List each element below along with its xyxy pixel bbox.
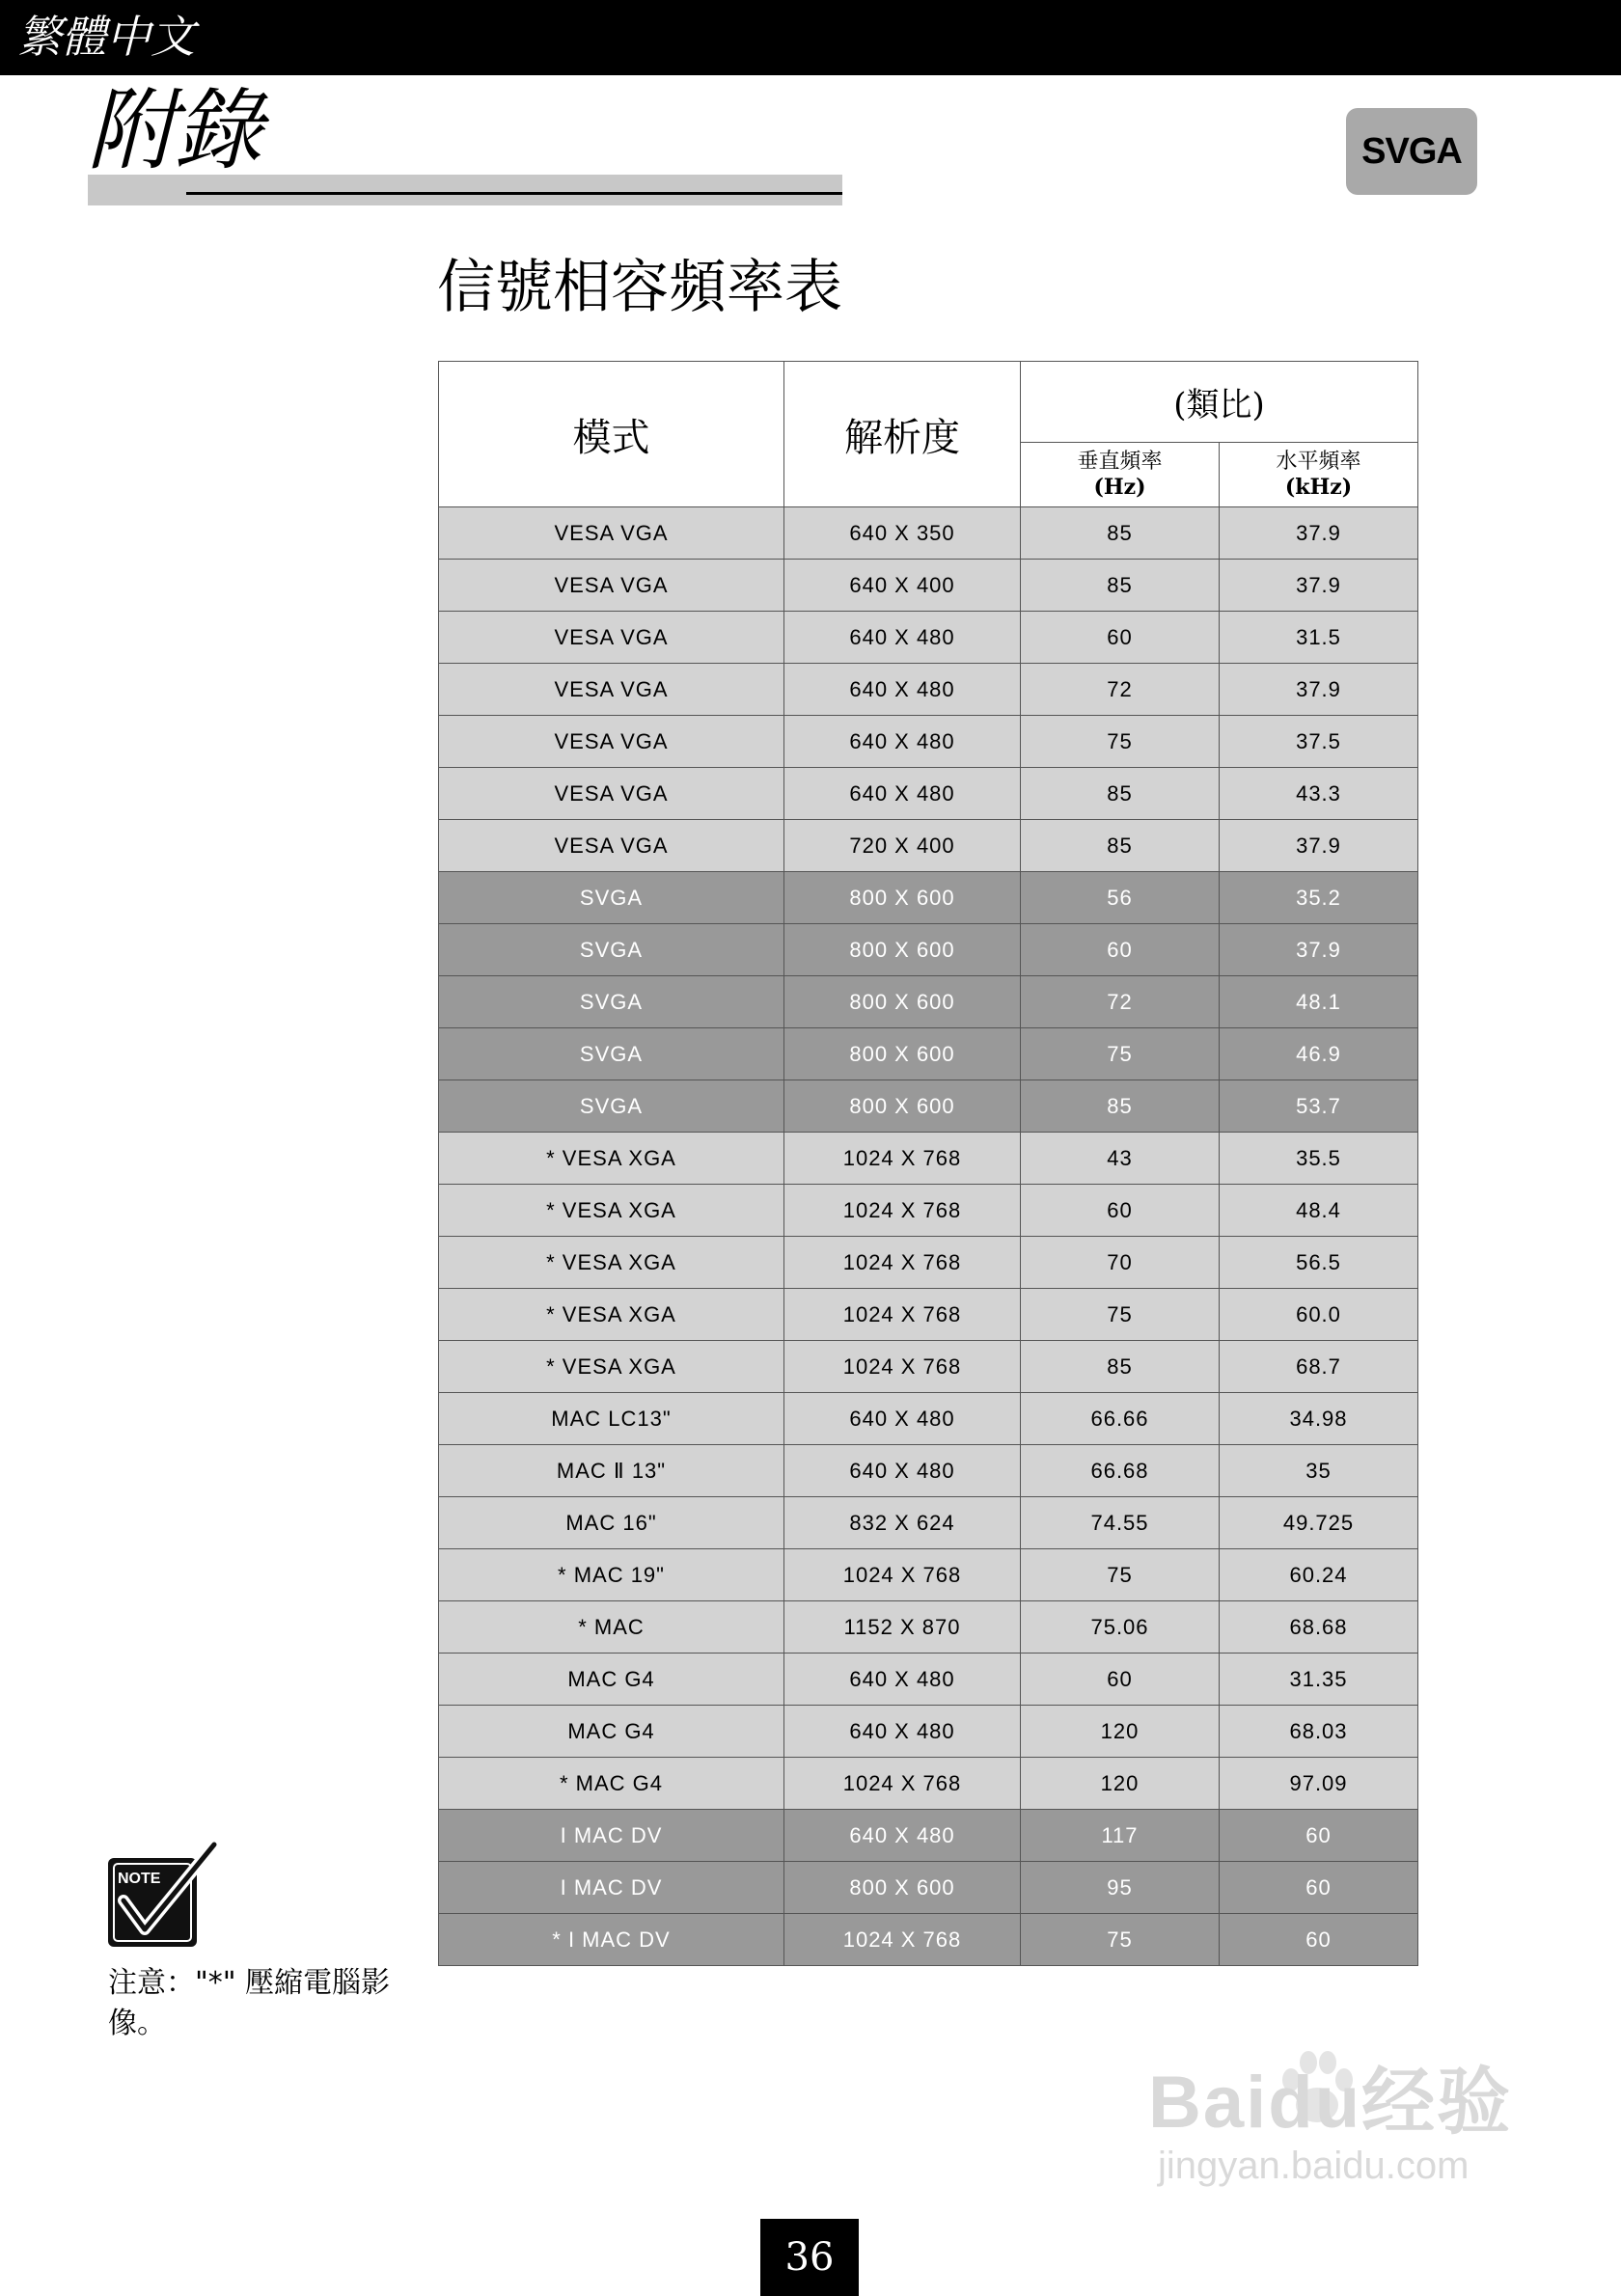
cell-resolution: 800 X 600 [784, 924, 1021, 976]
top-header-bar [0, 0, 1621, 75]
cell-resolution: 1024 X 768 [784, 1289, 1021, 1341]
table-row [439, 872, 1418, 924]
cell-resolution: 640 X 480 [784, 1654, 1021, 1706]
cell-mode: * I MAC DV [439, 1914, 784, 1966]
header-vertical-unit: (Hz) [1093, 474, 1146, 500]
table-row [439, 716, 1418, 768]
note-text: 注意："*" 壓縮電腦影像。 [108, 1966, 391, 2040]
cell-vertical-frequency: 117 [1021, 1810, 1220, 1862]
cell-resolution: 832 X 624 [784, 1497, 1021, 1549]
table-row [439, 1601, 1418, 1654]
svga-badge: SVGA [1346, 108, 1477, 195]
cell-horizontal-frequency: 60 [1220, 1914, 1418, 1966]
cell-mode: * VESA XGA [439, 1289, 784, 1341]
cell-horizontal-frequency: 46.9 [1220, 1028, 1418, 1080]
cell-horizontal-frequency: 31.35 [1220, 1654, 1418, 1706]
svg-text:NOTE: NOTE [118, 1871, 161, 1887]
table-row [439, 1185, 1418, 1237]
table-row [439, 1341, 1418, 1393]
header-resolution: 解析度 [784, 362, 1021, 507]
section-title: 附錄 [87, 79, 261, 182]
table-row [439, 1289, 1418, 1341]
cell-horizontal-frequency: 60 [1220, 1810, 1418, 1862]
cell-horizontal-frequency: 68.03 [1220, 1706, 1418, 1758]
cell-vertical-frequency: 85 [1021, 1080, 1220, 1133]
header-horizontal-unit: (kHz) [1284, 474, 1353, 500]
cell-vertical-frequency: 85 [1021, 768, 1220, 820]
cell-horizontal-frequency: 53.7 [1220, 1080, 1418, 1133]
cell-resolution: 1024 X 768 [784, 1914, 1021, 1966]
cell-resolution: 720 X 400 [784, 820, 1021, 872]
table-row [439, 1497, 1418, 1549]
cell-vertical-frequency: 75.06 [1021, 1601, 1220, 1654]
cell-resolution: 800 X 600 [784, 872, 1021, 924]
cell-mode: * VESA XGA [439, 1341, 784, 1393]
cell-resolution: 640 X 480 [784, 1810, 1021, 1862]
cell-mode: MAC G4 [439, 1706, 784, 1758]
cell-mode: SVGA [439, 1080, 784, 1133]
cell-mode: VESA VGA [439, 560, 784, 612]
cell-resolution: 800 X 600 [784, 1080, 1021, 1133]
table-row [439, 507, 1418, 560]
cell-vertical-frequency: 60 [1021, 612, 1220, 664]
cell-vertical-frequency: 60 [1021, 1654, 1220, 1706]
cell-resolution: 640 X 400 [784, 560, 1021, 612]
table-row [439, 1237, 1418, 1289]
cell-horizontal-frequency: 60 [1220, 1862, 1418, 1914]
cell-horizontal-frequency: 37.9 [1220, 924, 1418, 976]
cell-vertical-frequency: 43 [1021, 1133, 1220, 1185]
cell-horizontal-frequency: 43.3 [1220, 768, 1418, 820]
cell-resolution: 1024 X 768 [784, 1341, 1021, 1393]
table-row [439, 768, 1418, 820]
cell-horizontal-frequency: 37.5 [1220, 716, 1418, 768]
table-row [439, 1133, 1418, 1185]
cell-horizontal-frequency: 68.7 [1220, 1341, 1418, 1393]
cell-mode: SVGA [439, 976, 784, 1028]
table-row [439, 1028, 1418, 1080]
cell-horizontal-frequency: 60.24 [1220, 1549, 1418, 1601]
cell-mode: VESA VGA [439, 612, 784, 664]
cell-vertical-frequency: 75 [1021, 716, 1220, 768]
cell-mode: MAC G4 [439, 1654, 784, 1706]
cell-mode: * MAC [439, 1601, 784, 1654]
table-row [439, 560, 1418, 612]
cell-resolution: 640 X 480 [784, 612, 1021, 664]
cell-horizontal-frequency: 97.09 [1220, 1758, 1418, 1810]
watermark-logo: Baidu经验 [1148, 2062, 1513, 2144]
cell-mode: VESA VGA [439, 507, 784, 560]
cell-mode: VESA VGA [439, 768, 784, 820]
cell-mode: * MAC G4 [439, 1758, 784, 1810]
table-row [439, 924, 1418, 976]
cell-resolution: 1024 X 768 [784, 1758, 1021, 1810]
page-number: 36 [760, 2219, 859, 2296]
cell-vertical-frequency: 120 [1021, 1706, 1220, 1758]
cell-vertical-frequency: 120 [1021, 1758, 1220, 1810]
language-label: 繁體中文 [17, 11, 195, 63]
table-row [439, 1654, 1418, 1706]
cell-resolution: 1024 X 768 [784, 1133, 1021, 1185]
cell-horizontal-frequency: 68.68 [1220, 1601, 1418, 1654]
cell-mode: * VESA XGA [439, 1185, 784, 1237]
table-row [439, 1549, 1418, 1601]
cell-horizontal-frequency: 37.9 [1220, 560, 1418, 612]
cell-vertical-frequency: 70 [1021, 1237, 1220, 1289]
table-row [439, 1080, 1418, 1133]
cell-vertical-frequency: 75 [1021, 1549, 1220, 1601]
cell-vertical-frequency: 95 [1021, 1862, 1220, 1914]
cell-resolution: 640 X 480 [784, 1393, 1021, 1445]
cell-mode: I MAC DV [439, 1810, 784, 1862]
table-row [439, 976, 1418, 1028]
cell-mode: SVGA [439, 1028, 784, 1080]
header-horizontal-frequency [1220, 442, 1418, 506]
cell-vertical-frequency: 60 [1021, 1185, 1220, 1237]
header-horizontal-label: 水平頻率 [1276, 449, 1361, 474]
table-row [439, 1706, 1418, 1758]
cell-resolution: 640 X 480 [784, 664, 1021, 716]
cell-horizontal-frequency: 48.1 [1220, 976, 1418, 1028]
cell-horizontal-frequency: 60.0 [1220, 1289, 1418, 1341]
cell-horizontal-frequency: 48.4 [1220, 1185, 1418, 1237]
cell-mode: * VESA XGA [439, 1237, 784, 1289]
table-row [439, 1393, 1418, 1445]
note-icon [106, 1841, 222, 1949]
cell-vertical-frequency: 72 [1021, 664, 1220, 716]
cell-horizontal-frequency: 37.9 [1220, 507, 1418, 560]
header-vertical-label: 垂直頻率 [1077, 449, 1163, 474]
cell-resolution: 800 X 600 [784, 976, 1021, 1028]
cell-resolution: 1024 X 768 [784, 1549, 1021, 1601]
cell-mode: MAC 16" [439, 1497, 784, 1549]
cell-horizontal-frequency: 35 [1220, 1445, 1418, 1497]
cell-horizontal-frequency: 56.5 [1220, 1237, 1418, 1289]
watermark [1148, 2064, 1512, 2190]
cell-mode: SVGA [439, 924, 784, 976]
cell-vertical-frequency: 74.55 [1021, 1497, 1220, 1549]
cell-vertical-frequency: 75 [1021, 1028, 1220, 1080]
cell-mode: VESA VGA [439, 716, 784, 768]
watermark-url: jingyan.baidu.com [1158, 2145, 1470, 2187]
cell-horizontal-frequency: 49.725 [1220, 1497, 1418, 1549]
cell-vertical-frequency: 85 [1021, 820, 1220, 872]
cell-resolution: 800 X 600 [784, 1862, 1021, 1914]
table-row [439, 1758, 1418, 1810]
cell-horizontal-frequency: 35.5 [1220, 1133, 1418, 1185]
table-row [439, 1445, 1418, 1497]
cell-resolution: 1024 X 768 [784, 1237, 1021, 1289]
cell-vertical-frequency: 60 [1021, 924, 1220, 976]
cell-mode: * VESA XGA [439, 1133, 784, 1185]
cell-horizontal-frequency: 37.9 [1220, 820, 1418, 872]
cell-vertical-frequency: 66.66 [1021, 1393, 1220, 1445]
cell-mode: VESA VGA [439, 820, 784, 872]
cell-mode: VESA VGA [439, 664, 784, 716]
table-row [439, 1914, 1418, 1966]
cell-horizontal-frequency: 31.5 [1220, 612, 1418, 664]
cell-vertical-frequency: 75 [1021, 1289, 1220, 1341]
header-mode: 模式 [439, 362, 784, 507]
cell-horizontal-frequency: 34.98 [1220, 1393, 1418, 1445]
cell-mode: I MAC DV [439, 1862, 784, 1914]
cell-mode: MAC Ⅱ 13" [439, 1445, 784, 1497]
table-row [439, 664, 1418, 716]
section-title-rule [186, 192, 842, 195]
cell-vertical-frequency: 85 [1021, 507, 1220, 560]
cell-mode: SVGA [439, 872, 784, 924]
table-row [439, 1810, 1418, 1862]
cell-resolution: 800 X 600 [784, 1028, 1021, 1080]
cell-mode: MAC LC13" [439, 1393, 784, 1445]
compatibility-table [438, 361, 1418, 1966]
cell-vertical-frequency: 85 [1021, 1341, 1220, 1393]
cell-resolution: 640 X 350 [784, 507, 1021, 560]
table-row [439, 820, 1418, 872]
table-heading: 信號相容頻率表 [437, 254, 842, 321]
cell-resolution: 1024 X 768 [784, 1185, 1021, 1237]
header-analog-group: (類比) [1021, 362, 1418, 443]
cell-resolution: 1152 X 870 [784, 1601, 1021, 1654]
header-vertical-frequency [1021, 442, 1220, 506]
cell-resolution: 640 X 480 [784, 1445, 1021, 1497]
cell-vertical-frequency: 75 [1021, 1914, 1220, 1966]
cell-vertical-frequency: 72 [1021, 976, 1220, 1028]
cell-horizontal-frequency: 35.2 [1220, 872, 1418, 924]
cell-horizontal-frequency: 37.9 [1220, 664, 1418, 716]
table-row [439, 1862, 1418, 1914]
cell-vertical-frequency: 85 [1021, 560, 1220, 612]
table-body [439, 507, 1418, 1966]
cell-vertical-frequency: 56 [1021, 872, 1220, 924]
cell-vertical-frequency: 66.68 [1021, 1445, 1220, 1497]
cell-resolution: 640 X 480 [784, 768, 1021, 820]
cell-resolution: 640 X 480 [784, 1706, 1021, 1758]
cell-resolution: 640 X 480 [784, 716, 1021, 768]
table-row [439, 612, 1418, 664]
cell-mode: * MAC 19" [439, 1549, 784, 1601]
